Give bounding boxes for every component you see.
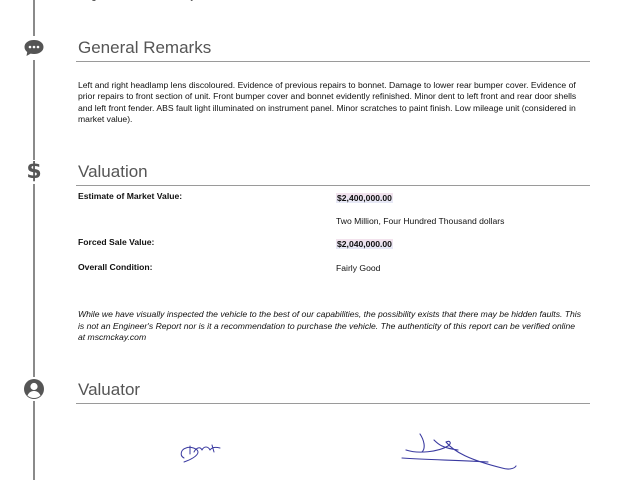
- valuation-title: Valuation: [78, 162, 148, 181]
- general-remarks-title: General Remarks: [78, 38, 212, 57]
- cut-off-text: [78, 0, 237, 1]
- forced-sale-value: [336, 239, 393, 249]
- forced-sale-amount: $2,040,000.00: [337, 239, 392, 249]
- market-value-words: Two Million, Four Hundred Thousand dollars: [336, 216, 505, 226]
- general-remarks-body: Left and right headlamp lens discoloured. Evidence of previous repairs to bonnet. Damage to lower rear bumper cover. Evidence of prior repairs to front section of unit. Front bumper cover and bonnet evidently refinished. Minor dent to left front and rear door shells and left front fender. ABS fault light illuminated on instrument panel. Minor scratches to paint finish. Low mileage unit (considered in market value).: [78, 80, 577, 125]
- section-divider: [76, 185, 590, 186]
- section-divider: [76, 61, 590, 62]
- timeline-line: [33, 0, 35, 480]
- signature-left: [176, 436, 228, 468]
- speech-bubble-icon: [22, 36, 46, 60]
- section-divider: [76, 403, 590, 404]
- market-value-amount: $2,400,000.00: [337, 193, 392, 203]
- forced-sale-label: Forced Sale Value:: [78, 237, 155, 247]
- condition-label: Overall Condition:: [78, 262, 153, 272]
- valuator-title: Valuator: [78, 380, 141, 399]
- disclaimer-text: While we have visually inspected the vehicle to the best of our capabilities, the possibility exists that there may be hidden faults. This is not an Engineer's Report nor is it a recommendation to purchase the vehicle. The authenticity of this report can be verified online at mscmckay.com: [78, 309, 581, 343]
- signature-right: [398, 430, 520, 474]
- market-value-label: Estimate of Market Value:: [78, 191, 183, 201]
- market-value: [336, 193, 393, 203]
- dollar-sign-icon: $: [22, 160, 46, 184]
- user-icon: [22, 377, 46, 401]
- condition-value: Fairly Good: [336, 263, 381, 273]
